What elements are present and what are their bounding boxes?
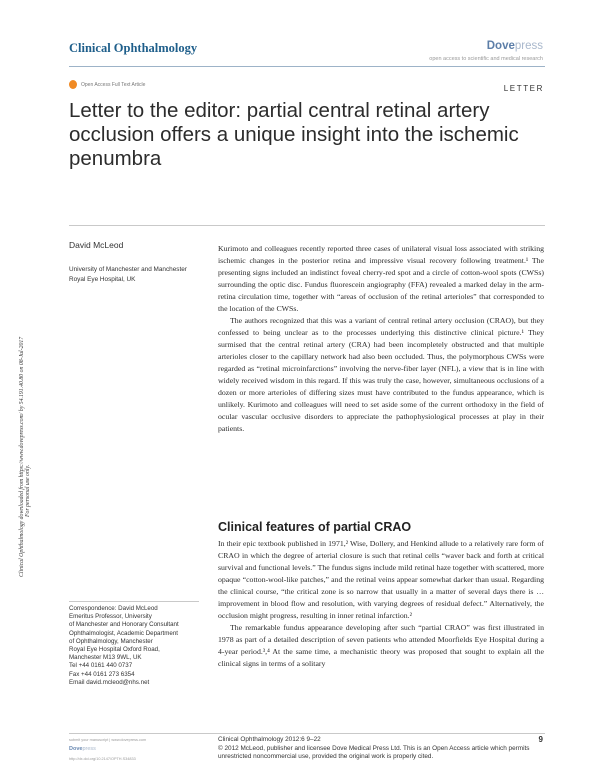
- correspondence-line: Ophthalmologist, Academic Department: [69, 629, 179, 637]
- publisher-tagline: open access to scientific and medical research: [429, 56, 543, 62]
- body-paragraph: In their epic textbook published in 1971,² Wise, Dollery, and Henkind allude to a relatively rare form of CRAO in which the degree of arterial closure is such that retinal cells “waver back and forth at critical survival and functional levels.” The fundus signs include mild retinal haze together with scattered, more opaque “cotton-wool-like patches,” and the retinal veins appear somewhat darker than usual. Regarding the clinical course, “the critical zone is so narrow that usually in a matter of several days there is … improvement in blood flow and resolution, with varying degrees of residual defect.” Alternatively, the occlusion might progress, resulting in inner retinal infarction.²: [218, 539, 544, 620]
- publisher-logo-bold: Dove: [486, 40, 515, 52]
- correspondence-line: Fax +44 0161 273 6354: [69, 670, 135, 678]
- body-paragraph: The remarkable fundus appearance developing after such “partial CRAO” was first illustrated in 1978 as part of a detailed description of seven patients who attended Moorfields Eye Hospital during a 4-year period.³,⁴ At the same time, a mechanistic theory was proposed that sought to explain all the clinical signs in terms of a solitary: [218, 623, 544, 668]
- correspondence-block: [69, 605, 209, 687]
- title-divider: [69, 225, 545, 226]
- publisher-logo: [487, 40, 543, 52]
- open-access-text: Open Access Full Text Article: [81, 81, 146, 88]
- download-watermark: [15, 165, 43, 575]
- download-watermark-text: [19, 337, 31, 577]
- download-watermark-line2: For personal use only.: [25, 464, 31, 517]
- footer-logo-light: press: [82, 746, 96, 752]
- article-body: [218, 243, 544, 435]
- open-access-icon: [69, 80, 77, 89]
- correspondence-line: Manchester M13 9WL, UK: [69, 654, 142, 662]
- article-type: LETTER: [503, 84, 544, 93]
- journal-citation: Clinical Ophthalmology 2012:6 9–22: [218, 736, 321, 743]
- footer-divider: [69, 733, 545, 734]
- footer-publisher-logo: [69, 746, 96, 752]
- open-access-label: [69, 80, 145, 89]
- correspondence-email[interactable]: Email david.mcleod@nhs.net: [69, 678, 150, 686]
- doi-link[interactable]: http://dx.doi.org/10.2147/OPTH.S34833: [69, 757, 136, 761]
- download-watermark-line1: Clinical Ophthalmology downloaded from https://www.dovepress.com/ by 54.191.40.80 on 08-Jul-2017: [19, 336, 25, 577]
- correspondence-line: Correspondence: David McLeod: [69, 605, 158, 612]
- section-body: [218, 538, 544, 670]
- article-title: Letter to the editor: partial central retinal artery occlusion offers a unique insight into the ischemic penumbra: [69, 99, 519, 170]
- author-name: David McLeod: [69, 240, 124, 250]
- correspondence-line: of Manchester and Honorary Consultant: [69, 621, 179, 629]
- correspondence-divider: [69, 601, 199, 602]
- author-affiliation: University of Manchester and Manchester Royal Eye Hospital, UK: [69, 266, 187, 283]
- publisher-logo-light: press: [514, 40, 543, 52]
- page-number: 9: [538, 735, 543, 744]
- footer-logo-bold: Dove: [69, 746, 83, 752]
- correspondence-line: Royal Eye Hospital Oxford Road,: [69, 646, 160, 654]
- section-heading: Clinical features of partial CRAO: [218, 520, 412, 534]
- journal-name: Clinical Ophthalmology: [69, 41, 198, 55]
- correspondence-line: Tel +44 0161 440 0737: [69, 662, 133, 670]
- body-paragraph: The authors recognized that this was a variant of central retinal artery occlusion (CRAO), but they confessed to being unclear as to the processes underlying this distinctive clinical picture.¹ They surmised that the central retinal artery (CRA) had been incompletely obstructed and that multiple arterioles closer to the capillary network had also been occluded. Thus, the polymorphous CWSs were regarded as “retinal microinfarctions” involving the nerve-fiber layer (NFL), a view that is in line with widely received wisdom in this regard. If this was truly the case, however, simultaneous occlusions of a dozen or more arterioles of differing sizes must have contributed to the fundus appearance, which is unlikely. Kurimoto and colleagues will need to set aside some of the current orthodoxy in the field of ocular vascular occlusive disorders to appreciate the pathophysiological processes at play in their patients.: [218, 316, 544, 433]
- header-divider: [69, 66, 545, 67]
- body-paragraph: Kurimoto and colleagues recently reported three cases of unilateral visual loss associated with striking ischemic changes in the posterior retina and impressive visual recovery following treatment.¹ The presenting signs included an indistinct foveal cherry-red spot and a circle of cotton-wool spots (CWSs) surrounding the optic disc. Fundus fluorescein angiography (FFA) revealed a marked delay in the arm-retina circulation time, together with “areas of occlusion of the retinal arterioles” that corresponded to the location of the CWSs.: [218, 244, 544, 313]
- submit-manuscript-link[interactable]: submit your manuscript | www.dovepress.com: [69, 738, 147, 742]
- correspondence-line: of Ophthalmology, Manchester: [69, 637, 153, 645]
- copyright-notice: © 2012 McLeod, publisher and licensee Dove Medical Press Ltd. This is an Open Access article which permits unrestricted noncommercial use, provided the original work is properly cited.: [218, 745, 530, 760]
- correspondence-line: Emeritus Professor, University: [69, 613, 152, 621]
